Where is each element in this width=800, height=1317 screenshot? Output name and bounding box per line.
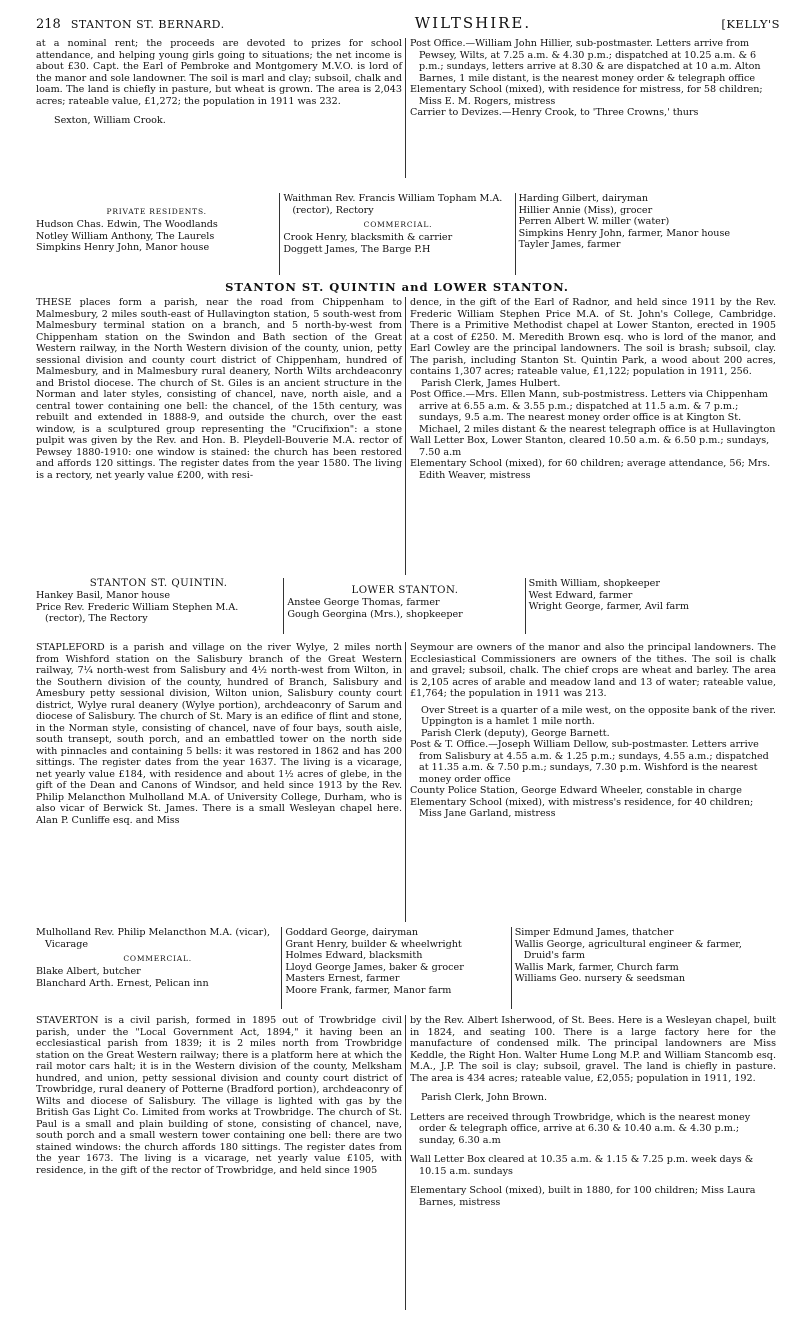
resident-entry: Mulholland Rev. Philip Melancthon M.A. (vicar), Vicarage (36, 927, 271, 950)
stapleford-post-office: Post & T. Office.—Joseph William Dellow, sub-postmaster. Letters arrive from Salisbury at 4.55 a.m. & 1.25 p.m.; sundays, 4.55 a.m.; dispatched at 11.35 a.m. & 7.50 p.m.; sundays, 7.30 p.m. Wishford is the nearest money order office (410, 739, 769, 785)
quintin-right-column (410, 297, 776, 481)
stapleford-description: STAPLEFORD is a parish and village on the river Wylye, 2 miles north from Wishford station on the Salisbury branch of the Great Western railway, 7¼ north-west from Salisbury and 4½ north-west from Wilton, in the Southern division of the county, hundred of Branch, Salisbury and Amesbury petty sessional division, Wilton union, Salisbury county court district, Wylye rural deanery (Wylye portion), archdeaconry of Sarum and diocese of Salisbury. The church of St. Mary is an edifice of flint and stone, in the Norman style, consisting of chancel, nave of four bays, south aisle, south transept, south porch, and an embattled tower on the north side with pinnacles and containing 5 bells: it was restored in 1862 and has 200 sittings. The register dates from the year 1637. The living is a vicarage, net yearly value £184, with residence and about 1½ acres of glebe, in the gift of the Dean and Canons of Windsor, and held since 1913 by the Rev. Philip Melancthon Mulholland M.A. of University College, Durham, who is also vicar of Berwick St. James. There is a small Wesleyan chapel here. Alan P. Cunliffe esq. and Miss (36, 642, 402, 826)
resident-entry: Gough Georgina (Mrs.), shopkeeper (287, 608, 463, 620)
quintin-description: THESE places form a parish, near the road from Chippenham to Malmesbury, 2 miles south-east of Hullavington station, 5 south-west from Malmesbury terminal station on a branch, and 5 north-by-west from Chippenham station on the Swindon and Bath section of the Great Western railway, in the North Western division of the county, union, petty sessional division and county court district of Chippenham, hundred of Malmesbury, and in Malmesbury rural deanery, North Wilts archdeaconry and Bristol diocese. The church of St. Giles is an ancient structure in the Norman and later styles, consisting of chancel, nave, north aisle, and a central tower containing one bell: the chancel, of the 15th century, was rebuilt and extended in 1888-9, and outside the church, over the east window, is a sculptured group representing the "Crucifixion": a stone pulpit was given by the Rev. and Hon. B. Pleydell-Bouverie M.A. rector of Pewsey 1880-1910: one window is stained: the church has been restored and affords 120 sittings. The register dates from the year 1580. The living is a rectory, net yearly value £200, with resi- (36, 297, 402, 481)
staverton-section (36, 1015, 776, 1310)
bernard-sexton: Sexton, William Crook. (54, 115, 166, 126)
commercial-entry: Holmes Edward, blacksmith (285, 950, 423, 961)
column-divider (405, 1015, 406, 1310)
bernard-directory (36, 193, 758, 275)
county-title: WILTSHIRE. (414, 14, 532, 32)
quintin-dir-col1 (36, 578, 283, 634)
bernard-carrier: Carrier to Devizes.—Henry Crook, to 'Three Crowns,' thurs (410, 107, 699, 118)
column-divider (405, 38, 406, 178)
staverton-clerk: Parish Clerk, John Brown. (421, 1092, 548, 1103)
commercial-entry: Simpkins Henry John, farmer, Manor house (518, 227, 731, 239)
quintin-school: Elementary School (mixed), for 60 children; average attendance, 56; Mrs. Edith Weaver, mistress (410, 458, 771, 481)
resident-entry: Notley William Anthony, The Laurels (36, 230, 215, 242)
stapleford-over-street: Over Street is a quarter of a mile west, on the opposite bank of the river. (421, 704, 776, 716)
bernard-dir-col2 (279, 193, 514, 275)
stapleford-school: Elementary School (mixed), with mistress's residence, for 40 children; Miss Jane Garland, mistress (410, 796, 754, 819)
stapleford-directory (36, 927, 758, 1009)
bernard-left-column (36, 38, 402, 127)
stapleford-right-column (410, 642, 776, 820)
resident-entry: Smith William, shopkeeper (528, 578, 660, 589)
private-residents-heading: PRIVATE RESIDENTS. (106, 207, 207, 216)
resident-entry: Simpkins Henry John, Manor house (36, 242, 210, 253)
staverton-description-cont: by the Rev. Albert Isherwood, of St. Bees. Here is a Wesleyan chapel, built in 1824, and seating 100. There is a large factory here for the manufacture of condensed milk. The principal landowners are Miss Keddle, the Right Hon. Walter Hume Long M.P. and William Stancomb esq. M.A., J.P. The soil is clay; subsoil, gravel. The land is chiefly in pasture. The area is 434 acres; rateable value, £2,055; population in 1911, 192. (410, 1015, 776, 1084)
resident-entry: Hudson Chas. Edwin, The Woodlands (36, 219, 218, 230)
commercial-entry: Wallis George, agricultural engineer & farmer, Druid's farm (514, 938, 742, 961)
quintin-clerk: Parish Clerk, James Hulbert. (421, 377, 561, 389)
commercial-entry: Masters Ernest, farmer (285, 973, 400, 984)
commercial-entry: Harding Gilbert, dairyman (518, 193, 649, 204)
bernard-description: at a nominal rent; the proceeds are devoted to prizes for school attendance, and helping young girls going to situations; the net income is about £30. Capt. the Earl of Pembroke and Montgomery M.V.O. is lord of the manor and sole landowner. The soil is marl and clay; subsoil, chalk and loam. The land is chiefly in pasture, but wheat is grown. The area is 2,043 acres; rateable value, £1,272; the population in 1911 was 232. (36, 38, 402, 107)
staverton-right-column (410, 1015, 776, 1208)
quintin-description-cont: dence, in the gift of the Earl of Radnor, and held since 1911 by the Rev. Frederic William Stephen Price M.A. of St. John's College, Cambridge. There is a Primitive Methodist chapel at Lower Stanton, erected in 1905 at a cost of £250. M. Meredith Brown esq. who is lord of the manor, and Earl Cowley are the principal landowners. The soil is brash; subsoil, clay. The parish, including Stanton St. Quintin Park, a wood about 200 acres, contains 1,307 acres; rateable value, £1,122; population in 1911, 256. (410, 297, 776, 377)
quintin-dir-col2 (283, 578, 524, 634)
stapleford-section (36, 642, 776, 922)
bernard-school: Elementary School (mixed), with residence for mistress, for 58 children; Miss E. M. Rogers, mistress (410, 84, 763, 107)
stapleford-police: County Police Station, George Edward Wheeler, constable in charge (410, 785, 742, 796)
commercial-entry: Blake Albert, butcher (36, 966, 141, 977)
commercial-entry: Grant Henry, builder & wheelwright (285, 938, 462, 950)
commercial-entry: Simper Edmund James, thatcher (514, 927, 674, 938)
publisher-mark: [KELLY'S (721, 17, 780, 31)
resident-entry: Waithman Rev. Francis William Topham M.A. (rector), Rectory (283, 193, 503, 216)
commercial-heading: COMMERCIAL. (363, 220, 433, 229)
quintin-directory (36, 578, 758, 634)
commercial-entry: Doggett James, The Barge P.H (283, 243, 431, 255)
bernard-dir-col3 (515, 193, 758, 275)
resident-entry: West Edward, farmer (528, 589, 633, 601)
stapleford-dir-col3 (511, 927, 758, 1009)
staverton-description: STAVERTON is a civil parish, formed in 1895 out of Trowbridge civil parish, under the "Local Government Act, 1894," it having been an ecclesiastical parish from 1839; it is 2 miles north from Trowbridge station on the Great Western railway; there is a platform here at which the rail motor cars halt; it is in the Western division of the county, Melksham hundred, and union, petty sessional division and county court district of Trowbridge, rural deanery of Potterne (Bradford portion), archdeaconry of Wilts and diocese of Salisbury. The village is lighted with gas by the British Gas Light Co. Limited from works at Trowbridge. The church of St. Paul is a small and plain building of stone, consisting of chancel, nave, south porch and a small western tower containing one bell: there are two stained windows: the church affords 180 sittings. The register dates from the year 1673. The living is a vicarage, net yearly value £105, with residence, in the gift of the rector of Trowbridge, and held since 1905 (36, 1015, 402, 1176)
resident-entry: Hankey Basil, Manor house (36, 590, 171, 602)
bernard-section (36, 38, 776, 178)
quintin-wall-box: Wall Letter Box, Lower Stanton, cleared 10.50 a.m. & 6.50 p.m.; sundays, 7.50 a.m (410, 435, 770, 458)
quintin-dir-col3 (525, 578, 758, 634)
commercial-entry: Williams Geo. nursery & seedsman (514, 973, 686, 984)
stapleford-clerk: Parish Clerk (deputy), George Barnett. (421, 727, 610, 739)
running-place: STANTON ST. BERNARD. (70, 18, 225, 31)
bernard-post-office: Post Office.—William John Hillier, sub-postmaster. Letters arrive from Pewsey, Wilts, at 7.25 a.m. & 4.30 p.m.; dispatched at 10.25 a.m. & 6 p.m.; sundays, letters arrive at 8.30 & are dispatched at 10 a.m. Alton Barnes, 1 mile distant, is the nearest money order & telegraph office (410, 38, 761, 84)
lower-stanton-heading: LOWER STANTON. (351, 585, 459, 596)
commercial-entry: Tayler James, farmer (518, 239, 621, 250)
column-divider (405, 297, 406, 575)
stapleford-dir-col1 (36, 927, 281, 1009)
staverton-school: Elementary School (mixed), built in 1880, for 100 children; Miss Laura Barnes, mistress (410, 1185, 756, 1208)
staverton-left-column (36, 1015, 402, 1176)
quintin-section (36, 297, 776, 575)
commercial-heading: COMMERCIAL. (123, 954, 192, 963)
stapleford-left-column (36, 642, 402, 826)
commercial-entry: Lloyd George James, baker & grocer (285, 961, 464, 973)
column-divider (405, 642, 406, 922)
resident-entry: Price Rev. Frederic William Stephen M.A. (rector), The Rectory (36, 601, 239, 625)
resident-entry: Anstee George Thomas, farmer (287, 597, 440, 609)
resident-entry: Wright George, farmer, Avil farm (528, 601, 689, 612)
commercial-entry: Wallis Mark, farmer, Church farm (514, 961, 679, 973)
quintin-dir-heading: STANTON ST. QUINTIN. (89, 578, 228, 589)
bernard-right-column (410, 38, 776, 119)
staverton-wall-box: Wall Letter Box cleared at 10.35 a.m. & 1.15 & 7.25 p.m. week days & 10.15 a.m. sundays (410, 1154, 754, 1177)
quintin-left-column (36, 297, 402, 481)
quintin-post-office: Post Office.—Mrs. Ellen Mann, sub-postmistress. Letters via Chippenham arrive at 6.55 a.m. & 3.55 p.m.; dispatched at 11.5 a.m. & 7 p.m.; sundays, 9.5 a.m. The nearest money order office is at Kington St. Michael, 2 miles distant & the nearest telegraph office is at Hullavington (410, 389, 776, 435)
commercial-entry: Goddard George, dairyman (285, 927, 419, 938)
running-header (36, 14, 780, 36)
commercial-entry: Moore Frank, farmer, Manor farm (285, 984, 452, 996)
commercial-entry: Hillier Annie (Miss), grocer (518, 204, 653, 216)
bernard-dir-col1 (36, 193, 279, 275)
stapleford-uppington: Uppington is a hamlet 1 mile north. (421, 716, 595, 727)
stapleford-dir-col2 (281, 927, 510, 1009)
commercial-entry: Perren Albert W. miller (water) (518, 216, 670, 227)
quintin-title: STANTON ST. QUINTIN and LOWER STANTON. (225, 280, 569, 294)
commercial-entry: Crook Henry, blacksmith & carrier (283, 232, 453, 243)
stapleford-description-cont: Seymour are owners of the manor and also the principal landowners. The Ecclesiastical Commissioners are owners of the tithes. The soil is chalk and gravel; subsoil, chalk. The chief crops are wheat and barley. The area is 2,105 acres of arable and meadow land and 13 of water; rateable value, £1,764; the population in 1911 was 213. (410, 642, 776, 699)
page-number: 218 (36, 17, 61, 32)
staverton-letters: Letters are received through Trowbridge, which is the nearest money order & telegraph office, arrive at 6.30 & 10.40 a.m. & 4.30 p.m.; sunday, 6.30 a.m (410, 1111, 751, 1146)
commercial-entry: Blanchard Arth. Ernest, Pelican inn (36, 977, 209, 989)
